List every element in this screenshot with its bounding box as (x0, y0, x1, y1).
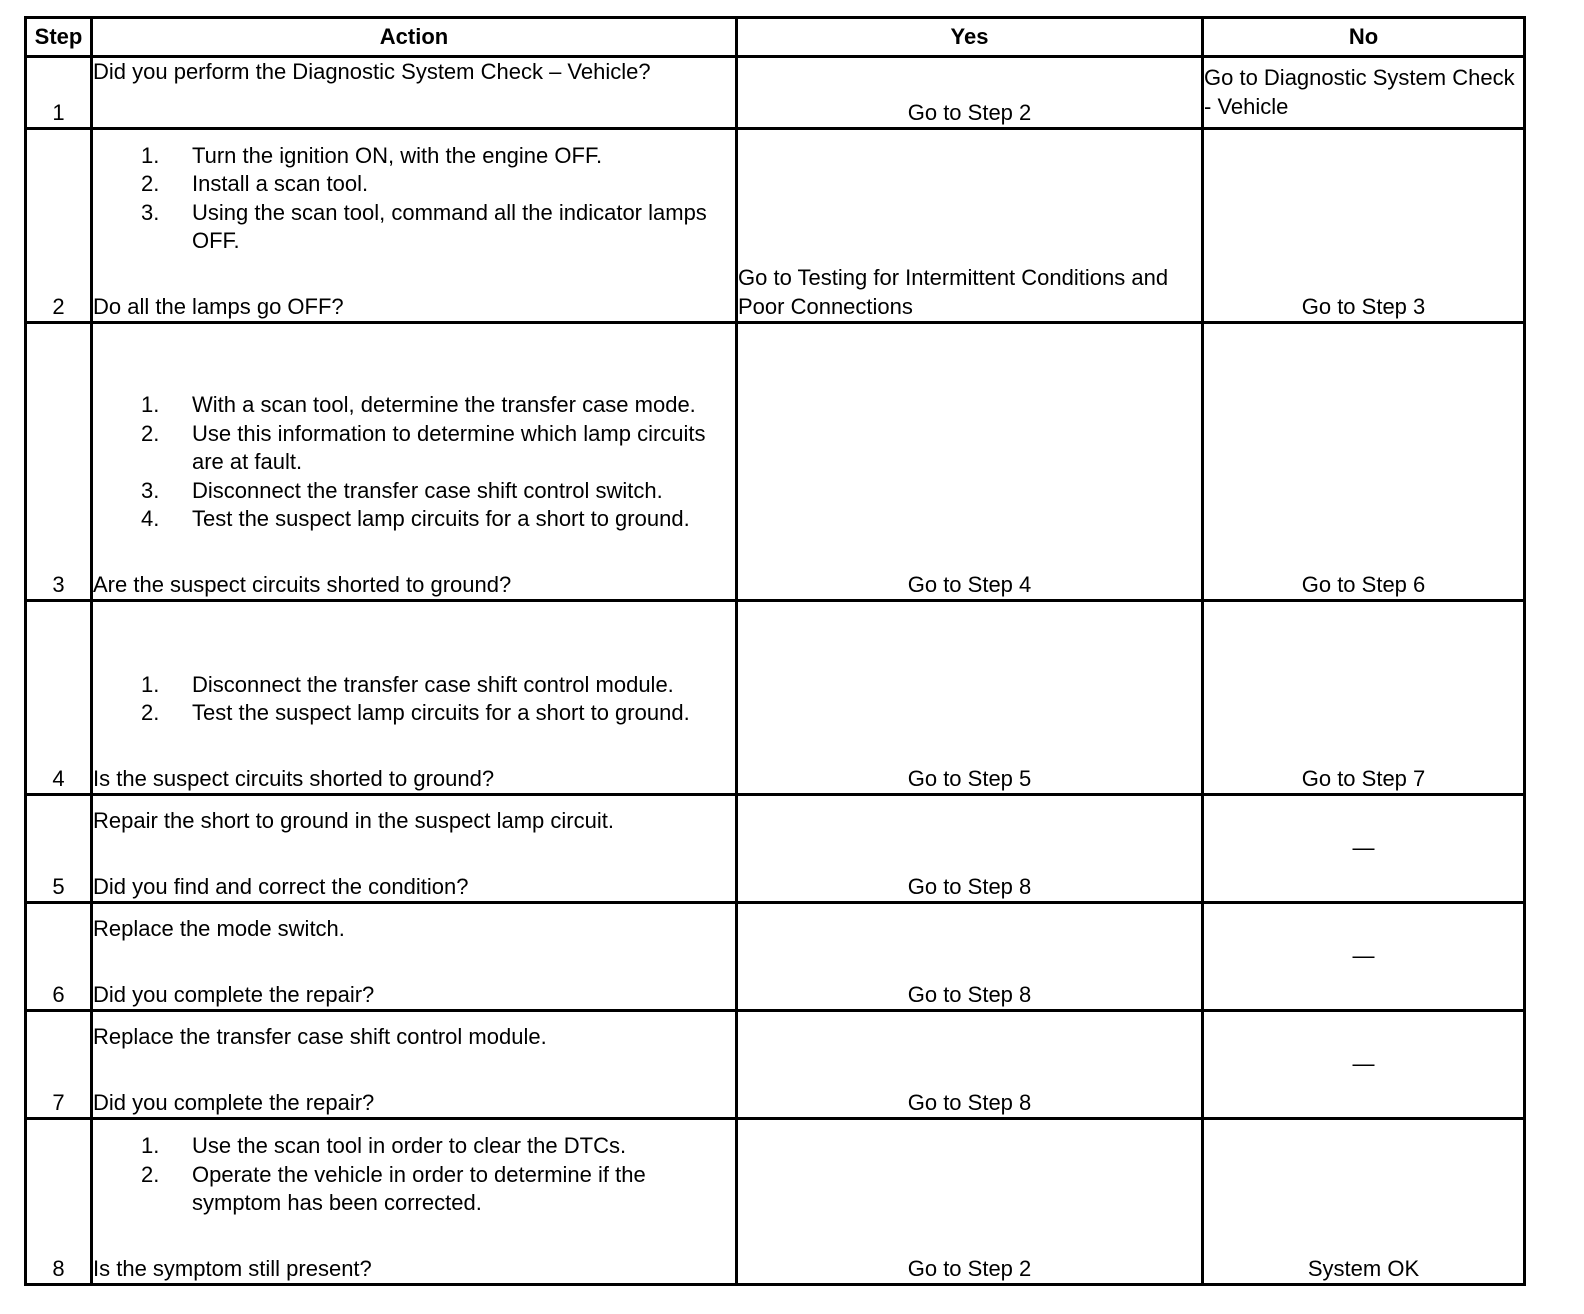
list-item (93, 199, 735, 256)
item-number: 3. (141, 477, 160, 503)
action-cell (92, 1011, 737, 1119)
no-cell: — (1203, 795, 1525, 903)
item-number: 1. (141, 392, 160, 417)
question-text: Is the suspect circuits shorted to ground? (93, 765, 495, 791)
yes-cell: Go to Step 8 (737, 1011, 1203, 1119)
step-number: 7 (26, 1011, 92, 1119)
item-text: Use this information to determine which lamp circuits are at fault. (192, 420, 706, 474)
question-text: Do all the lamps go OFF? (93, 293, 344, 319)
step-number: 4 (26, 601, 92, 795)
action-cell (92, 57, 737, 129)
action-cell (92, 903, 737, 1011)
step-number: 6 (26, 903, 92, 1011)
no-cell: Go to Step 6 (1203, 323, 1525, 601)
list-item (93, 505, 735, 534)
item-number: 1. (141, 142, 160, 168)
question-text: Did you find and correct the condition? (93, 873, 469, 899)
procedure-list (93, 671, 735, 728)
list-item (93, 142, 735, 171)
action-text: Repair the short to ground in the suspect lamp circuit. (93, 808, 614, 833)
yes-cell: Go to Step 4 (737, 323, 1203, 601)
no-cell: — (1203, 1011, 1525, 1119)
action-text: Did you perform the Diagnostic System Check – Vehicle? (93, 59, 651, 84)
item-number: 2. (141, 420, 160, 446)
list-item (93, 477, 735, 506)
yes-cell: Go to Step 5 (737, 601, 1203, 795)
question-text: Did you complete the repair? (93, 981, 375, 1007)
no-cell: System OK (1203, 1119, 1525, 1285)
table-row (26, 129, 1525, 323)
yes-cell: Go to Step 2 (737, 1119, 1203, 1285)
procedure-list (93, 142, 735, 256)
step-number: 3 (26, 323, 92, 601)
action-cell (92, 1119, 737, 1285)
yes-cell: Go to Testing for Intermittent Conditions and Poor Connections (737, 129, 1203, 323)
header-yes: Yes (737, 18, 1203, 57)
header-action: Action (92, 18, 737, 57)
item-text: Test the suspect lamp circuits for a short to ground. (192, 700, 690, 725)
list-item (93, 391, 735, 420)
item-text: Using the scan tool, command all the indicator lamps OFF. (192, 199, 707, 253)
item-text: Disconnect the transfer case shift control switch. (192, 477, 663, 503)
yes-cell: Go to Step 8 (737, 795, 1203, 903)
item-number: 4. (141, 506, 160, 531)
header-no: No (1203, 18, 1525, 57)
step-number: 8 (26, 1119, 92, 1285)
action-text: Replace the mode switch. (93, 916, 345, 941)
item-text: Operate the vehicle in order to determine if the symptom has been corrected. (192, 1161, 646, 1215)
item-number: 1. (141, 1133, 160, 1158)
list-item (93, 420, 735, 477)
item-text: With a scan tool, determine the transfer case mode. (192, 392, 696, 417)
table-row (26, 601, 1525, 795)
no-cell: Go to Step 7 (1203, 601, 1525, 795)
no-cell: — (1203, 903, 1525, 1011)
item-number: 1. (141, 671, 160, 697)
list-item (93, 699, 735, 728)
table-row (26, 57, 1525, 129)
item-text: Disconnect the transfer case shift control module. (192, 671, 674, 697)
step-number: 1 (26, 57, 92, 129)
item-text: Install a scan tool. (192, 171, 369, 196)
action-cell (92, 795, 737, 903)
list-item (93, 671, 735, 700)
step-number: 2 (26, 129, 92, 323)
item-number: 2. (141, 171, 160, 196)
item-number: 3. (141, 199, 160, 225)
item-text: Test the suspect lamp circuits for a short to ground. (192, 506, 690, 531)
list-item (93, 170, 735, 199)
yes-cell: Go to Step 2 (737, 57, 1203, 129)
list-item (93, 1161, 735, 1218)
yes-cell: Go to Step 8 (737, 903, 1203, 1011)
header-step: Step (26, 18, 92, 57)
no-cell: Go to Diagnostic System Check - Vehicle (1203, 57, 1525, 129)
action-cell (92, 129, 737, 323)
item-number: 2. (141, 1161, 160, 1187)
header-row (26, 18, 1525, 57)
step-number: 5 (26, 795, 92, 903)
table-row (26, 1011, 1525, 1119)
procedure-list (93, 1132, 735, 1218)
procedure-list (93, 391, 735, 534)
item-number: 2. (141, 700, 160, 725)
list-item (93, 1132, 735, 1161)
action-text: Replace the transfer case shift control module. (93, 1024, 547, 1049)
table-row (26, 903, 1525, 1011)
item-text: Turn the ignition ON, with the engine OFF. (192, 142, 603, 168)
item-text: Use the scan tool in order to clear the DTCs. (192, 1133, 627, 1158)
table-row (26, 323, 1525, 601)
no-cell: Go to Step 3 (1203, 129, 1525, 323)
table-row (26, 795, 1525, 903)
question-text: Is the symptom still present? (93, 1255, 372, 1281)
question-text: Did you complete the repair? (93, 1089, 375, 1115)
diagnostic-table (24, 16, 1526, 1286)
question-text: Are the suspect circuits shorted to ground? (93, 571, 512, 597)
action-cell (92, 601, 737, 795)
action-cell (92, 323, 737, 601)
table-row (26, 1119, 1525, 1285)
